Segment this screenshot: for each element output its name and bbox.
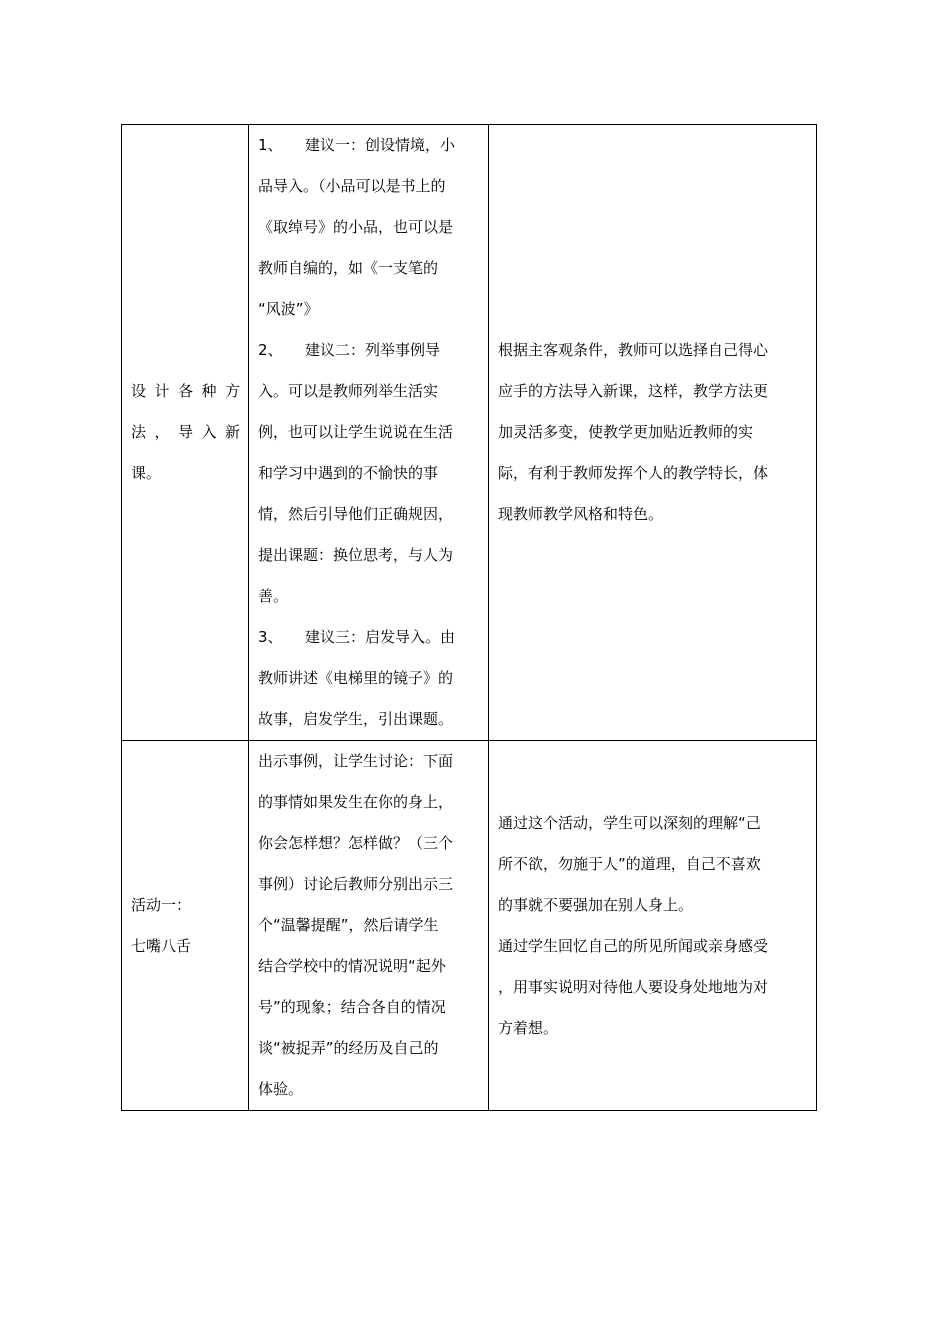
activity-text-line: 你会怎样想？怎样做？（三个 bbox=[258, 834, 454, 852]
activity-text-line: 故事，启发学生，引出课题。 bbox=[258, 710, 454, 728]
activity-text-line: 品导入。（小品可以是书上的 bbox=[258, 177, 446, 195]
activity-text-line: 善。 bbox=[258, 587, 289, 605]
purpose-text-line: 通过这个活动，学生可以深刻的理解“己 bbox=[498, 813, 761, 832]
activity-cell bbox=[249, 125, 489, 741]
purpose-text-line: 应手的方法导入新课，这样，教学方法更 bbox=[498, 382, 769, 400]
step-cell bbox=[122, 125, 249, 741]
table-row bbox=[122, 125, 817, 741]
activity-text-line: 出示事例，让学生讨论：下面 bbox=[258, 752, 454, 770]
activity-text-line: 例，也可以让学生说说在生活 bbox=[258, 423, 454, 441]
activity-text-line: 教师讲述《电梯里的镜子》的 bbox=[258, 669, 454, 687]
activity-text-line: 事例）讨论后教师分别出示三 bbox=[258, 875, 454, 893]
step-text-line: 课。 bbox=[131, 464, 162, 482]
activity-text-line: 2、 建议二：列举事例导 bbox=[258, 341, 441, 359]
activity-text-line: 结合学校中的情况说明“起外 bbox=[258, 957, 446, 975]
step-cell bbox=[122, 741, 249, 1111]
purpose-cell bbox=[489, 741, 817, 1111]
activity-text-line: “风波”》 bbox=[258, 300, 319, 318]
step-text-line: 七嘴八舌 bbox=[131, 936, 192, 955]
purpose-text-line: ，用事实说明对待他人要设身处地地为对 bbox=[498, 977, 769, 996]
activity-text-line: 个“温馨提醒”，然后请学生 bbox=[258, 916, 439, 934]
activity-text-line: 和学习中遇到的不愉快的事 bbox=[258, 464, 439, 482]
table-row bbox=[122, 741, 817, 1111]
purpose-text-line: 现教师教学风格和特色。 bbox=[498, 505, 664, 523]
activity-text-line: 入。可以是教师列举生活实 bbox=[258, 382, 439, 400]
purpose-text-line: 根据主客观条件，教师可以选择自己得心 bbox=[498, 341, 769, 359]
activity-cell bbox=[249, 741, 489, 1111]
lesson-plan-table bbox=[121, 124, 817, 1111]
activity-text-line: 的事情如果发生在你的身上， bbox=[258, 793, 454, 811]
activity-text-line: 提出课题：换位思考，与人为 bbox=[258, 546, 454, 564]
purpose-cell bbox=[489, 125, 817, 741]
step-text-line: 设 计 各 种 方 bbox=[131, 382, 240, 400]
purpose-text-line: 加灵活多变，使教学更加贴近教师的实 bbox=[498, 423, 754, 441]
activity-text-line: 3、 建议三：启发导入。由 bbox=[258, 628, 456, 646]
step-text-line: 法 ， 导 入 新 bbox=[131, 423, 240, 441]
activity-text-line: 谈“被捉弄”的经历及自己的 bbox=[258, 1039, 439, 1057]
step-text-line: 活动一： bbox=[131, 895, 192, 914]
activity-text-line: 《取绰号》的小品，也可以是 bbox=[258, 218, 454, 236]
activity-text-line: 体验。 bbox=[258, 1080, 304, 1098]
activity-text-line: 1、 建议一：创设情境，小 bbox=[258, 136, 456, 154]
activity-text-line: 号”的现象；结合各自的情况 bbox=[258, 998, 446, 1016]
purpose-text-line: 际，有利于教师发挥个人的教学特长，体 bbox=[498, 464, 769, 482]
activity-text-line: 情，然后引导他们正确规因， bbox=[258, 505, 454, 523]
purpose-text-line: 方着想。 bbox=[498, 1018, 559, 1037]
purpose-text-line: 的事就不要强加在别人身上。 bbox=[498, 895, 694, 914]
activity-text-line: 教师自编的，如《一支笔的 bbox=[258, 259, 439, 277]
purpose-text-line: 所不欲，勿施于人”的道理，自己不喜欢 bbox=[498, 854, 761, 873]
purpose-text-line: 通过学生回忆自己的所见所闻或亲身感受 bbox=[498, 936, 769, 955]
